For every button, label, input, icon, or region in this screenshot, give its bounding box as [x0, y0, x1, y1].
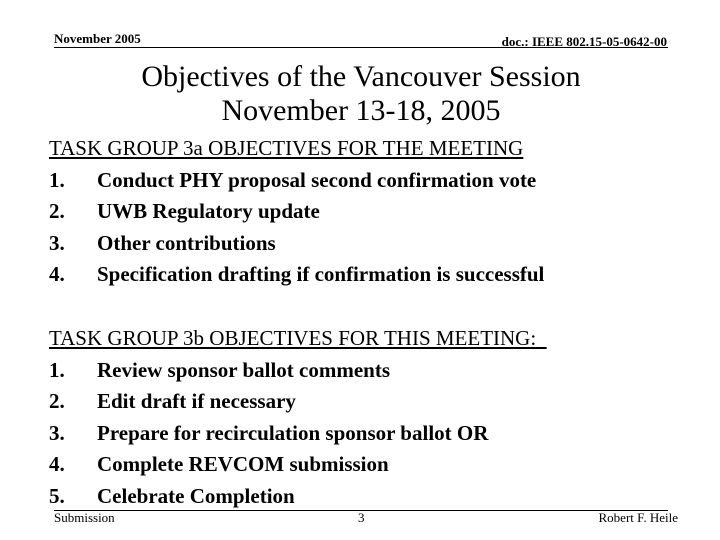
list-item [49, 259, 544, 291]
header-date: November 2005 [54, 31, 141, 46]
list-item [49, 386, 547, 418]
task-group-3a-section [49, 133, 544, 291]
item-number: 5. [49, 483, 65, 508]
list-item [49, 196, 544, 228]
footer-submission: Submission [54, 510, 115, 525]
item-number: 4. [49, 452, 65, 476]
list-item [49, 481, 547, 513]
item-text: Prepare for recirculation sponsor ballot OR [97, 420, 489, 445]
list-item [49, 165, 544, 197]
header-rule [54, 47, 668, 48]
item-text: Complete REVCOM submission [97, 452, 389, 476]
item-text: Edit draft if necessary [97, 389, 296, 413]
item-text: Conduct PHY proposal second confirmation vote [97, 167, 537, 192]
title-line-1: Objectives of the Vancouver Session [141, 60, 581, 93]
item-number: 1. [49, 357, 65, 382]
footer-page-number: 3 [358, 510, 365, 525]
item-text: Review sponsor ballot comments [97, 357, 391, 382]
title-line-2: November 13-18, 2005 [221, 94, 501, 127]
item-text: Other contributions [97, 230, 276, 255]
item-number: 2. [49, 389, 65, 413]
item-text: Celebrate Completion [97, 483, 295, 508]
item-number: 3. [49, 230, 65, 255]
item-text: UWB Regulatory update [97, 199, 320, 223]
task-group-3b-heading: TASK GROUP 3b OBJECTIVES FOR THIS MEETING: [49, 326, 547, 350]
task-group-3b-section [49, 323, 547, 512]
footer-author: Robert F. Heile [598, 510, 678, 525]
list-item [49, 355, 547, 387]
item-number: 1. [49, 167, 65, 192]
item-number: 2. [49, 199, 65, 223]
task-group-3a-heading: TASK GROUP 3a OBJECTIVES FOR THE MEETING [49, 136, 524, 160]
header-doc-id: doc.: IEEE 802.15-05-0642-00 [501, 34, 667, 49]
list-item [49, 418, 547, 450]
item-number: 4. [49, 262, 65, 286]
item-number: 3. [49, 420, 65, 445]
list-item [49, 228, 544, 260]
list-item [49, 449, 547, 481]
slide-title [54, 60, 668, 128]
item-text: Specification drafting if confirmation is successful [97, 262, 545, 286]
